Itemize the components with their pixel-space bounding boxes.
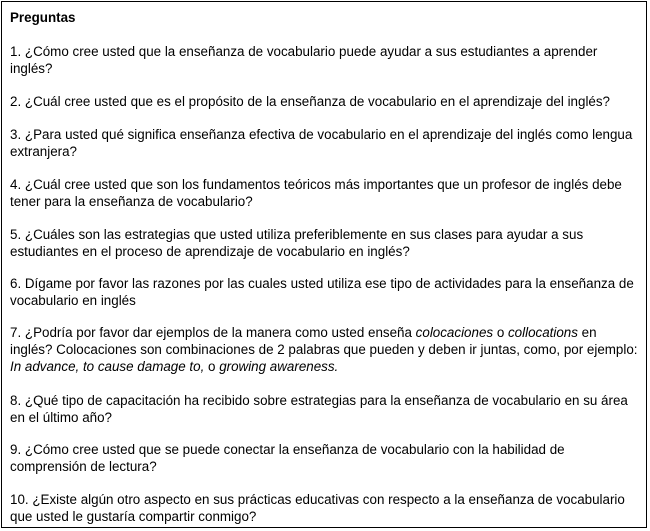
question-7-text-2: o xyxy=(493,325,508,340)
section-title: Preguntas xyxy=(10,10,76,25)
question-7 xyxy=(10,324,638,375)
question-7-example-2: growing awareness. xyxy=(219,359,339,374)
question-6: 6. Dígame por favor las razones por las cuales usted utiliza ese tipo de actividades para la enseñanza de vocabulario en inglés xyxy=(10,276,634,308)
question-5: 5. ¿Cuáles son las estrategias que usted utiliza preferiblemente en sus clases para ayudar a sus estudiantes en el proceso de aprendizaje de vocabulario en inglés? xyxy=(10,227,584,259)
question-7-text-3: en inglés? Colocaciones son combinaciones de 2 palabras que pueden y deben ir juntas, como, por ejemplo: xyxy=(10,325,638,357)
question-7-text-1: 7. ¿Podría por favor dar ejemplos de la manera como usted enseña xyxy=(10,325,416,340)
question-7-term-colocaciones: colocaciones xyxy=(415,325,494,340)
question-9: 9. ¿Cómo cree usted que se puede conectar la enseñanza de vocabulario con la habilidad de comprensión de lectura? xyxy=(10,442,565,474)
questions-box xyxy=(1,1,647,528)
question-7-example-1: In advance, to cause damage to, xyxy=(10,359,205,374)
question-3: 3. ¿Para usted qué significa enseñanza efectiva de vocabulario en el aprendizaje del inglés como lengua extranjera? xyxy=(10,127,633,159)
question-2: 2. ¿Cuál cree usted que es el propósito de la enseñanza de vocabulario en el aprendizaje del inglés? xyxy=(10,94,611,109)
question-8: 8. ¿Qué tipo de capacitación ha recibido sobre estrategias para la enseñanza de vocabulario en su área en el último año? xyxy=(10,393,628,425)
question-7-term-collocations: collocations xyxy=(507,325,578,340)
question-4: 4. ¿Cuál cree usted que son los fundamentos teóricos más importantes que un profesor de inglés debe tener para la enseñanza de vocabulario? xyxy=(10,177,622,209)
question-7-text-4: o xyxy=(204,359,220,374)
question-1: 1. ¿Cómo cree usted que la enseñanza de vocabulario puede ayudar a sus estudiantes a aprender inglés? xyxy=(10,44,598,76)
question-10: 10. ¿Existe algún otro aspecto en sus prácticas educativas con respecto a la enseñanza de vocabulario que usted le gustaría compartir conmigo? xyxy=(10,492,625,524)
